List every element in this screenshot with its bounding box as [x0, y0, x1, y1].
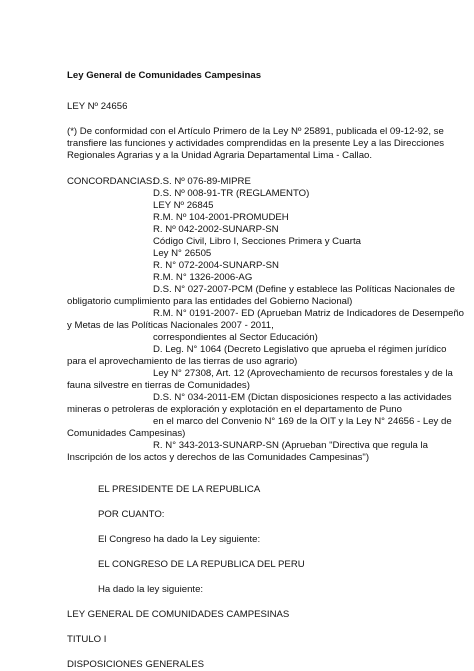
- concordancia-item: mineras o petroleras de exploración y explotación en el departamento de Puno: [67, 404, 402, 415]
- concordancia-item: D.S. Nº 008-91-TR (REGLAMENTO): [153, 188, 310, 199]
- footnote-line: transfiere las funciones y actividades comprendidas en la presente Ley a las Direcciones: [67, 138, 445, 149]
- congreso-heading: EL CONGRESO DE LA REPUBLICA DEL PERU: [98, 559, 305, 570]
- footnote: [67, 126, 467, 162]
- por-cuanto-heading: POR CUANTO:: [98, 509, 165, 520]
- concordancia-item: R. N° 343-2013-SUNARP-SN (Aprueban "Directiva que regula la: [153, 440, 428, 451]
- concordancia-item: fauna silvestre en tierras de Comunidades): [67, 380, 250, 391]
- ley-general-heading: LEY GENERAL DE COMUNIDADES CAMPESINAS: [67, 609, 290, 620]
- concordancia-item: para el aprovechamiento de las tierras de uso agrario): [67, 356, 298, 367]
- titulo-heading: TITULO I: [67, 634, 107, 645]
- concordancia-item: en el marco del Convenio N° 169 de la OIT y la Ley N° 24656 - Ley de: [153, 416, 452, 427]
- concordancia-item: Inscripción de los actos y derechos de las Comunidades Campesinas"): [67, 452, 370, 463]
- concordancias-section: [67, 176, 467, 464]
- footnote-line: Regionales Agrarias y a la Unidad Agraria Departamental Lima - Callao.: [67, 150, 373, 161]
- concordancia-item: R.M. N° 0191-2007- ED (Aprueban Matriz de Indicadores de Desempeño: [153, 308, 464, 319]
- concordancia-item: R. Nº 042-2002-SUNARP-SN: [153, 224, 279, 235]
- concordancia-item: D.S. N° 034-2011-EM (Dictan disposiciones respecto a las actividades: [153, 392, 452, 403]
- concordancia-item: D.S. Nº 076-89-MIPRE: [153, 176, 251, 187]
- concordancia-item: D. Leg. N° 1064 (Decreto Legislativo que aprueba el régimen jurídico: [153, 344, 447, 355]
- document-title: Ley General de Comunidades Campesinas: [67, 70, 262, 81]
- concordancia-item: LEY Nº 26845: [153, 200, 214, 211]
- footnote-line: (*) De conformidad con el Artículo Primero de la Ley Nº 25891, publicada el 09-12-92, se: [67, 126, 444, 137]
- presidente-heading: EL PRESIDENTE DE LA REPUBLICA: [98, 484, 261, 495]
- congreso-dado-text: El Congreso ha dado la Ley siguiente:: [98, 534, 261, 545]
- concordancia-item: correspondientes al Sector Educación): [153, 332, 318, 343]
- concordancia-item: R. N° 072-2004-SUNARP-SN: [153, 260, 279, 271]
- disposiciones-heading: DISPOSICIONES GENERALES: [67, 659, 205, 670]
- concordancia-item: D.S. N° 027-2007-PCM (Define y establece las Políticas Nacionales de: [153, 284, 455, 295]
- concordancia-item: Código Civil, Libro I, Secciones Primera y Cuarta: [153, 236, 361, 247]
- concordancia-item: Ley N° 26505: [153, 248, 212, 259]
- ha-dado-text: Ha dado la ley siguiente:: [98, 584, 204, 595]
- concordancia-item: Ley N° 27308, Art. 12 (Aprovechamiento de recursos forestales y de la: [153, 368, 453, 379]
- concordancias-label: CONCORDANCIAS:: [67, 176, 155, 187]
- concordancia-item: R.M. Nº 104-2001-PROMUDEH: [153, 212, 289, 223]
- concordancia-item: obligatorio cumplimiento para las entidades del Gobierno Nacional): [67, 296, 353, 307]
- law-number: LEY Nº 24656: [67, 101, 128, 112]
- concordancia-item: Comunidades Campesinas): [67, 428, 186, 439]
- concordancia-item: y Metas de las Políticas Nacionales 2007 - 2011,: [67, 320, 274, 331]
- document-body: [67, 70, 467, 671]
- concordancia-item: R.M. N° 1326-2006-AG: [153, 272, 253, 283]
